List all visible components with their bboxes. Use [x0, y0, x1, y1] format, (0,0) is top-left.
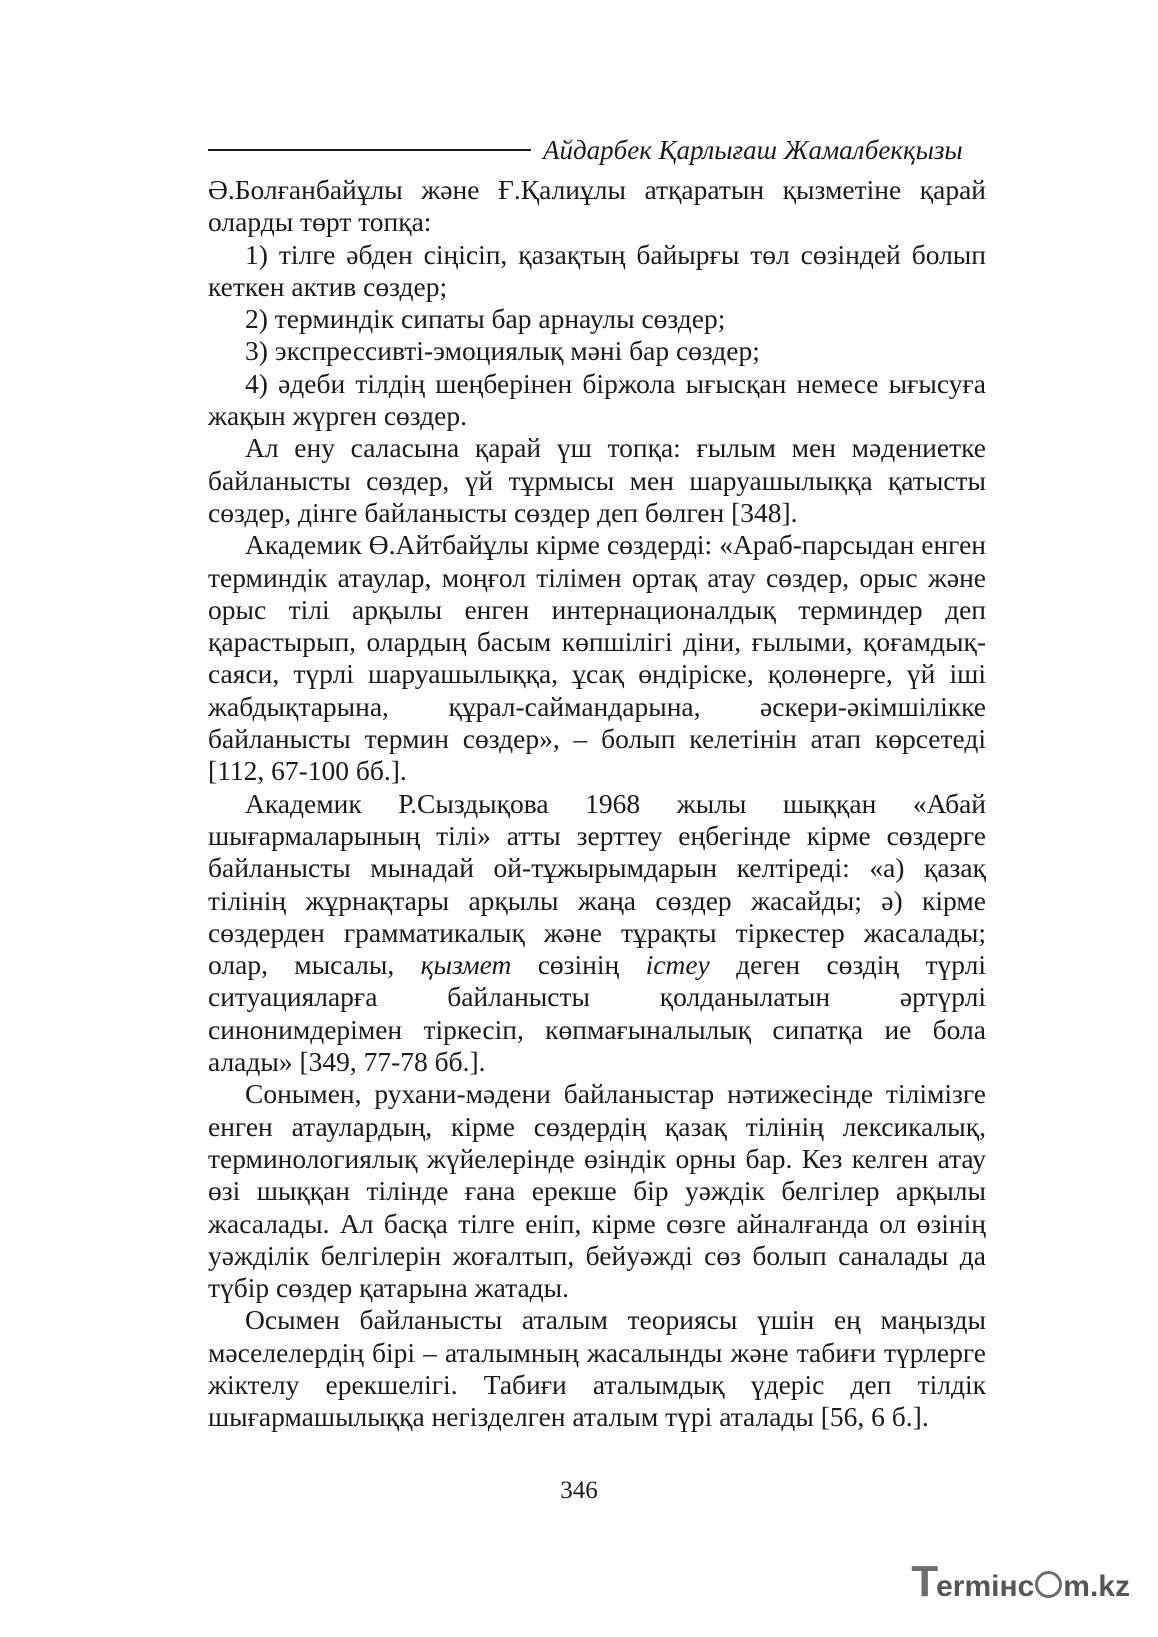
paragraph-4-start: Академик Р.Сыздықова 1968 жылы шыққан «Абай шығармаларының тілі» атты зерттеу еңбегінде кірме сөздерге байланысты мынадай ой-тұжырымдарын келтіреді: «а) қазақ тілінің жұрнақтары арқылы жаңа сөздер жасайды; ә) кірме сөздерден грамматикалық және тұрақты тіркестер жасалады; олар, мысалы,: [208, 787, 986, 981]
watermark-part1: ermінс: [936, 1570, 1035, 1603]
watermark-t: T: [911, 1557, 939, 1606]
running-head: [208, 128, 986, 172]
paragraph-6: Осымен байланысты аталым теориясы үшін ең маңызды мәселелердің бірі – аталымның жасалынды және табиғи түрлерге жіктелу ерекшелігі. Табиғи аталымдық үдеріс деп тілдік шығармашылыққа негізделген аталым түрі аталады [56, 6 б.].: [208, 1304, 986, 1433]
watermark-part2: m.kz: [1063, 1570, 1130, 1603]
paragraph-1: Ә.Болғанбайұлы және Ғ.Қалиұлы атқаратын қызметіне қарай оларды төрт топқа:: [208, 174, 986, 238]
list-item-3: 3) экспрессивті-эмоциялық мәні бар сөздер;: [245, 335, 760, 367]
paragraph-2: Ал ену саласына қарай үш топқа: ғылым мен мәдениетке байланысты сөздер, үй тұрмысы мен шаруашылыққа қатысты сөздер, дінге байланысты сөздер деп бөлген [348].: [208, 432, 986, 528]
paragraph-4-mid: сөзінің: [537, 949, 620, 981]
paragraph-4: [208, 788, 986, 1079]
paragraph-3: Академик Ө.Айтбайұлы кірме сөздерді: «Араб-парсыдан енген терминдік атаулар, моңғол тілімен ортақ атау сөздер, орыс және орыс тілі арқылы енген интернационалдық терминдер деп қарастырып, олардың басым көпшілігі діни, ғылыми, қоғамдық-саяси, түрлі шаруашылыққа, ұсақ өндіріске, қолөнерге, үй іші жабдықтарына, құрал-саймандарына, әскери-әкімшілікке байланысты термин сөздер», – болып келетінін атап көрсетеді [112, 67-100 бб.].: [208, 529, 986, 787]
list-item-2: 2) терминдік сипаты бар арнаулы сөздер;: [245, 303, 726, 335]
header-rule: [208, 149, 531, 151]
page-number: 346: [560, 1477, 598, 1504]
magnifier-icon: [1035, 1571, 1062, 1598]
body-text: [208, 174, 986, 1434]
list-item-1: 1) тілге әбден сіңісіп, қазақтың байырғы төл сөзіндей болып кеткен актив сөздер;: [208, 238, 986, 302]
watermark-logo: [911, 1557, 1130, 1607]
term-isteu: істеу: [645, 949, 710, 981]
page-content: [208, 128, 986, 1434]
paragraph-4-end: деген сөздің түрлі ситуацияларға байланысты қолданылатын әртүрлі синонимдерімен тіркесіп, көпмағыналылық сипатқа ие бола алады» [349, 77-78 бб.].: [208, 949, 986, 1078]
term-kyzmet: қызмет: [420, 949, 512, 981]
paragraph-5: Сонымен, рухани-мәдени байланыстар нәтижесінде тілімізге енген атаулардың, кірме сөздердің қазақ тілінің лексикалық, терминологиялық жүйелерінде өзіндік орны бар. Кез келген атау өзі шыққан тілінде ғана ерекше бір уәждік белгілер арқылы жасалады. Ал басқа тілге еніп, кірме сөзге айналғанда ол өзінің уәжділік белгілерін жоғалтып, бейуәжді сөз болып саналады да түбір сөздер қатарына жатады.: [208, 1078, 986, 1304]
list-item-4: 4) әдеби тілдің шеңберінен біржола ығысқан немесе ығысуға жақын жүрген сөздер.: [208, 367, 986, 432]
header-author: Айдарбек Қарлығаш Жамалбекқызы: [543, 134, 963, 165]
